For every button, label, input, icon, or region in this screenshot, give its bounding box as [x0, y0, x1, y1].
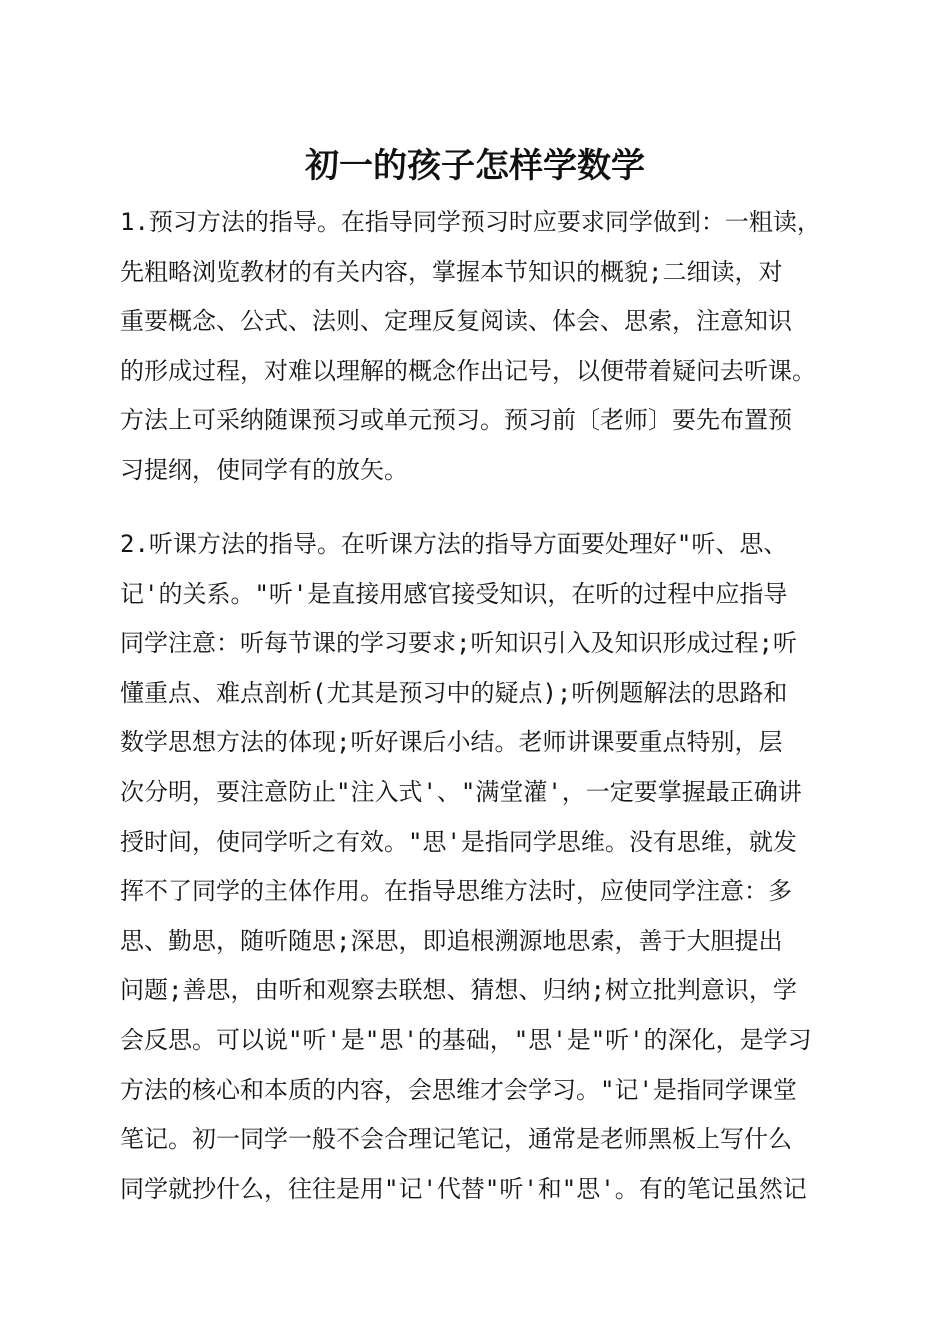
text-line: 同学就抄什么，往往是用"记'代替"听'和"思'。有的笔记虽然记 [120, 1174, 807, 1203]
text-line: 思、勤思，随听随思;深思，即追根溯源地思索，善于大胆提出 [120, 926, 783, 955]
text-line: 笔记。初一同学一般不会合理记笔记，通常是老师黑板上写什么 [120, 1125, 792, 1154]
text-line: 授时间，使同学听之有效。"思'是指同学思维。没有思维，就发 [120, 827, 797, 856]
text-line: 方法上可采纳随课预习或单元预习。预习前〔老师〕要先布置预 [120, 406, 792, 435]
text-line: 先粗略浏览教材的有关内容，掌握本节知识的概貌;二细读，对 [120, 257, 783, 286]
text-line: 会反思。可以说"听'是"思'的基础，"思'是"听'的深化，是学习 [120, 1025, 812, 1054]
paragraph-preview-method [120, 198, 860, 496]
text-line: 重要概念、公式、法则、定理反复阅读、体会、思索，注意知识 [120, 307, 792, 336]
text-line: 次分明，要注意防止"注入式'、"满堂灌'，一定要掌握最正确讲 [120, 777, 802, 806]
text-line: 同学注意：听每节课的学习要求;听知识引入及知识形成过程;听 [120, 629, 797, 658]
paragraph-listening-method [120, 520, 860, 1214]
text-line: 懂重点、难点剖析(尤其是预习中的疑点);听例题解法的思路和 [120, 678, 788, 707]
text-line: 1.预习方法的指导。在指导同学预习时应要求同学做到：一粗读， [120, 208, 821, 236]
text-line: 数学思想方法的体现;听好课后小结。老师讲课要重点特别，层 [120, 728, 783, 757]
document-title: 初一的孩子怎样学数学 [305, 146, 645, 186]
text-line: 的形成过程，对难以理解的概念作出记号，以便带着疑问去听课。 [120, 356, 816, 385]
text-line: 习提纲，使同学有的放矢。 [120, 455, 408, 484]
text-line: 挥不了同学的主体作用。在指导思维方法时，应使同学注意：多 [120, 877, 792, 906]
text-line: 2.听课方法的指导。在听课方法的指导方面要处理好"听、思、 [120, 530, 788, 558]
text-line: 记'的关系。"听'是直接用感官接受知识，在听的过程中应指导 [120, 579, 788, 608]
text-line: 方法的核心和本质的内容，会思维才会学习。"记'是指同学课堂 [120, 1075, 797, 1104]
text-line: 问题;善思，由听和观察去联想、猜想、归纳;树立批判意识，学 [120, 976, 797, 1005]
